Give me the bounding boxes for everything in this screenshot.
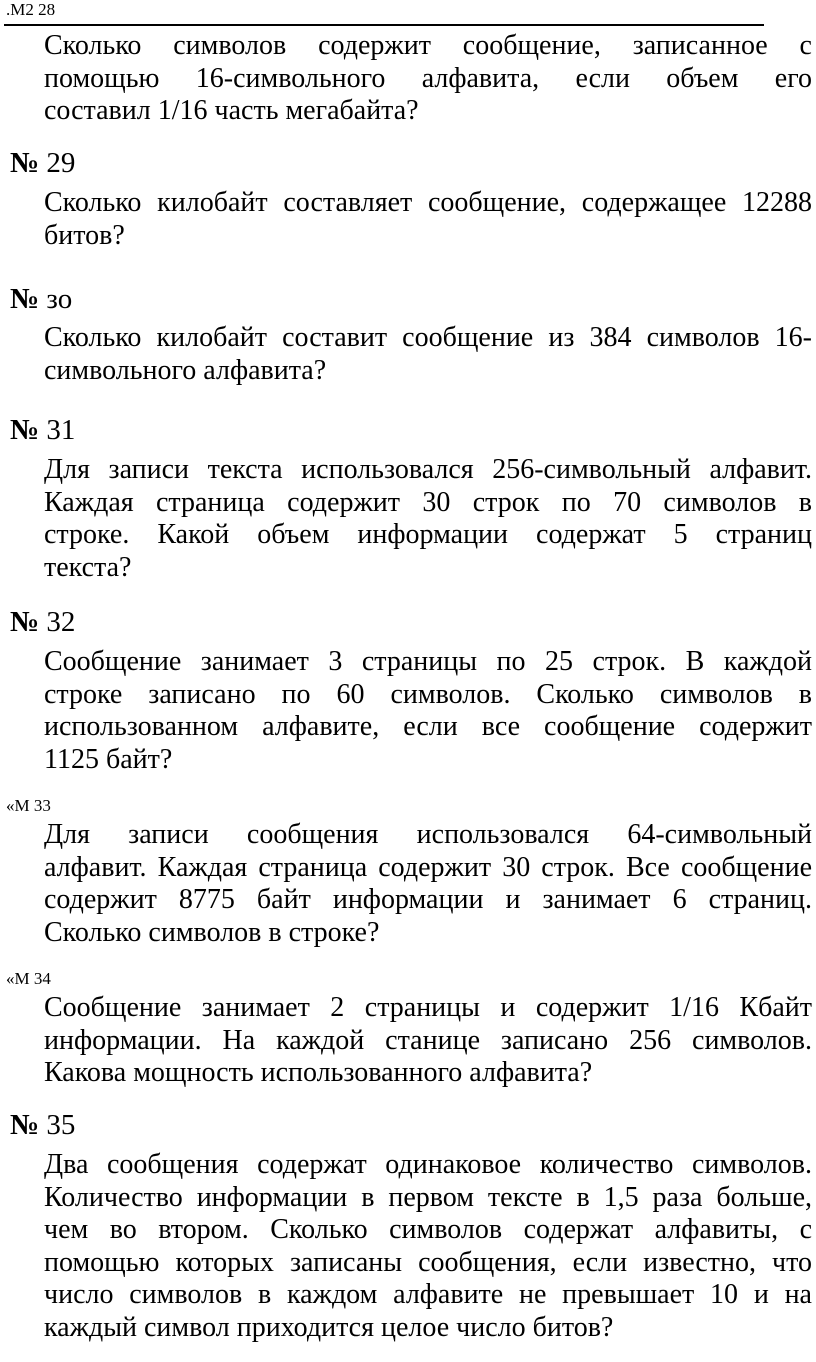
question-line: строке. Какой объем информации содержат 5 страниц: [44, 519, 812, 550]
task-32-number: [10, 605, 75, 639]
question-line: помощью которых записаны сообщения, если известно, что: [44, 1246, 812, 1278]
question-line: 1125 байт?: [44, 743, 173, 775]
number-sign: №: [10, 283, 40, 315]
question-line: Для записи текста использовался 256-символьный алфавит.: [44, 454, 812, 485]
question-line: Для записи сообщения использовался 64-символьный: [44, 819, 812, 850]
question-line: использованном алфавите, если все сообщение содержит: [44, 711, 812, 742]
question-line: Сколько килобайт составит сообщение из 384 символов 16-: [44, 322, 812, 353]
number-sign: №: [10, 414, 40, 446]
number-value: зо: [46, 283, 73, 315]
question-line: Какова мощность использованного алфавита?: [44, 1057, 593, 1088]
question-line: Сообщение занимает 2 страницы и содержит 1/16 Кбайт: [44, 992, 812, 1023]
question-line: Сколько символов содержит сообщение, записанное с: [44, 30, 812, 61]
task-35-question: [44, 1149, 812, 1344]
task-29-number: [10, 146, 75, 180]
question-line: помощью 16-символьного алфавита, если объем его: [44, 62, 812, 94]
number-sign: №: [10, 606, 40, 638]
question-line: Два сообщения содержат одинаковое количество символов.: [44, 1149, 812, 1180]
task-33-question: [44, 819, 812, 949]
question-line: число символов в каждом алфавите не превышает 10 и на: [44, 1279, 812, 1310]
question-line: составил 1/16 часть мегабайта?: [44, 95, 419, 126]
question-line: каждый символ приходится целое число битов?: [44, 1311, 614, 1343]
number-sign: №: [10, 147, 40, 179]
task-29-question: [44, 187, 812, 252]
task-34-number: «М 34: [6, 969, 51, 988]
task-30-question: [44, 322, 812, 387]
task-31-number: [10, 413, 75, 447]
task-34-question: [44, 992, 812, 1090]
number-sign: №: [10, 1109, 40, 1141]
question-line: Количество информации в первом тексте в 1,5 раза больше,: [44, 1181, 812, 1213]
number-value: 31: [46, 414, 76, 446]
question-line: строке записано по 60 символов. Сколько символов в: [44, 678, 812, 710]
task-32-question: [44, 646, 812, 776]
question-line: Каждая страница содержит 30 строк по 70 символов в: [44, 486, 812, 518]
number-value: 32: [46, 606, 76, 638]
task-31-question: [44, 454, 812, 584]
task-35-number: [10, 1108, 75, 1142]
question-line: Сколько килобайт составляет сообщение, содержащее 12288: [44, 187, 812, 218]
number-value: 35: [46, 1109, 76, 1141]
page-header-label: .М2 28: [6, 0, 56, 19]
task-28-question: [44, 30, 812, 128]
question-line: алфавит. Каждая страница содержит 30 строк. Все сообщение: [44, 851, 812, 883]
question-line: информации. На каждой станице записано 256 символов.: [44, 1024, 812, 1056]
header-rule: [4, 24, 764, 26]
task-30-number: [10, 282, 72, 316]
question-line: Сообщение занимает 3 страницы по 25 строк. В каждой: [44, 646, 812, 677]
question-line: символьного алфавита?: [44, 354, 327, 386]
question-line: Сколько символов в строке?: [44, 916, 380, 948]
number-value: 29: [46, 147, 76, 179]
task-33-number: «М 33: [6, 796, 51, 815]
question-line: битов?: [44, 219, 125, 251]
question-line: содержит 8775 байт информации и занимает 6 страниц.: [44, 884, 812, 915]
question-line: текста?: [44, 551, 132, 583]
question-line: чем во втором. Сколько символов содержат алфавиты, с: [44, 1214, 812, 1245]
